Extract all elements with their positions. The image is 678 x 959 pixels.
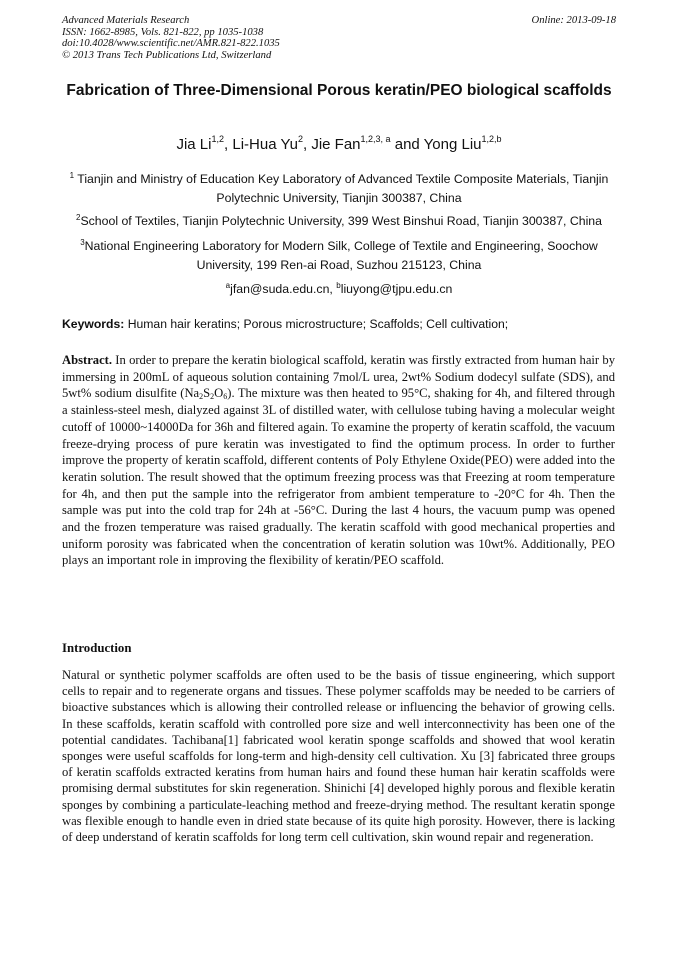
affiliation-3: [62, 233, 616, 275]
journal-header: [62, 15, 280, 61]
affiliation-mark: 1: [69, 171, 75, 180]
online-date: Online: 2013-09-18: [531, 15, 616, 26]
keywords-label: Keywords:: [62, 317, 125, 331]
email-mark: b: [336, 281, 341, 290]
chemical-formula: [184, 386, 227, 400]
formula-subscript: 2: [210, 392, 215, 402]
journal-name: Advanced Materials Research: [62, 15, 190, 26]
author-name: Jie Fan: [311, 136, 361, 153]
affiliation-text: National Engineering Laboratory for Modern Silk, College of Textile and Engineering, Soochow University, 199 Ren-ai Road, Suzhou 215123, China: [84, 239, 598, 273]
affiliation-mark: 2: [76, 213, 81, 222]
author-separator: ,: [224, 136, 233, 153]
formula-subscript: 2: [199, 392, 204, 402]
affiliation-2: [62, 208, 616, 231]
abstract-label: Abstract.: [62, 353, 113, 367]
author-affiliation-mark: 1,2,b: [481, 134, 502, 144]
author-affiliation-mark: 2: [297, 134, 303, 144]
author-name: Jia Li: [176, 136, 212, 153]
section-heading-introduction: Introduction: [62, 641, 132, 655]
introduction-paragraph: Natural or synthetic polymer scaffolds are often used to be the basis of tissue engineering, which support cells to repair and to regenerate organs and tissues. These polymer scaffolds may be needed to be carriers of bioactive substances which is allowing their controlled release or influencing the behavior of growing cells. In these scaffolds, keratin scaffold with controlled pore size and well interconnectivity has been one of the potential candidates. Tachibana[1] fabricated wool keratin sponge scaffolds and showed that wool keratin sponges were useful scaffolds for long-term and high-density cell cultivation. Xu [3] fabricated three groups of keratin scaffolds extracted keratins from human hairs and found these human hair keratin scaffolds were promising dermal substitutes for skin regeneration. Shinichi [4] developed highly porous and flexible keratin sponges by combining a particulate-leaching method and freeze-drying method. The resultant keratin sponge was flexible enough to handle even in dried state because of its quite high porosity. However, there is lacking of deep understand of keratin scaffolds for long term cell cultivation, skin wound repair and regeneration.: [62, 668, 615, 845]
abstract-text: ). The mixture was then heated to 95°C, shaking for 4h, and filtered through a stainless-steel mesh, dialyzed against 3L of distilled water, with cellulose tubing having a molecular weight cutoff of 10000~14000Da for 36h and filtered again. To examine the property of keratin scaffold, the vacuum freeze-drying process of pure keratin was investigated to find the optimum process. In order to further improve the property of keratin scaffold, different contents of Poly Ethylene Oxide(PEO) were added into the keratin solution. The result showed that the optimum freezing process was that Freezing at room temperature for 4h, and then put the sample into the refrigerator from ambient temperature to -20°C for 4h. Then the sample was put into the cold trap for 24h at -56°C. During the last 4 hours, the vacuum pump was opened and the frozen temperature was raised gradually. The keratin scaffold with good mechanical properties and uniform porosity was fabricated when the concentration of keratin solution was 10wt%. Additionally, PEO plays an important role in improving the flexibility of keratin/PEO scaffold.: [62, 386, 615, 568]
affiliation-text: Tianjin and Ministry of Education Key Laboratory of Advanced Textile Composite Materials, Tianjin Polytechnic University, Tianjin 300387, China: [74, 172, 609, 206]
journal-issn: ISSN: 1662-8985, Vols. 821-822, pp 1035-1038: [62, 26, 264, 38]
email-mark: a: [225, 281, 231, 290]
author-affiliation-mark: 1,2,3, a: [360, 134, 391, 144]
abstract: [62, 352, 615, 569]
author-name: Yong Liu: [423, 136, 482, 153]
email-address[interactable]: liuyong@tjpu.edu.cn: [340, 282, 453, 297]
paper-title: Fabrication of Three-Dimensional Porous keratin/PEO biological scaffolds: [66, 82, 612, 99]
keywords: [62, 316, 616, 332]
author-emails: [62, 276, 616, 299]
formula-subscript: 6: [223, 392, 228, 402]
keywords-text: Human hair keratins; Porous microstructure; Scaffolds; Cell cultivation;: [124, 317, 509, 331]
author-list: [62, 131, 616, 154]
formula-element: O: [214, 386, 224, 401]
abstract-text: In order to prepare the keratin biological scaffold, keratin was firstly extracted from human hair by immersing in 200mL of aqueous solution containing 7mol/L urea, 2wt% Sodium dodecyl sulfate (SDS), and 5wt% sodium disulfite (: [62, 353, 615, 401]
affiliation-1: [62, 166, 616, 208]
author-affiliation-mark: 1,2: [211, 134, 225, 144]
author-separator: and: [390, 136, 424, 153]
formula-element: S: [203, 386, 211, 401]
author-name: Li-Hua Yu: [232, 136, 298, 153]
author-separator: ,: [302, 136, 312, 153]
journal-copyright: © 2013 Trans Tech Publications Ltd, Switzerland: [62, 49, 272, 61]
email-address[interactable]: jfan@suda.edu.cn,: [230, 282, 337, 297]
formula-element: Na: [184, 386, 200, 401]
affiliation-text: School of Textiles, Tianjin Polytechnic University, 399 West Binshui Road, Tianjin 300387, China: [80, 214, 602, 229]
affiliation-mark: 3: [80, 238, 85, 247]
journal-doi[interactable]: doi:10.4028/www.scientific.net/AMR.821-822.1035: [62, 38, 280, 50]
